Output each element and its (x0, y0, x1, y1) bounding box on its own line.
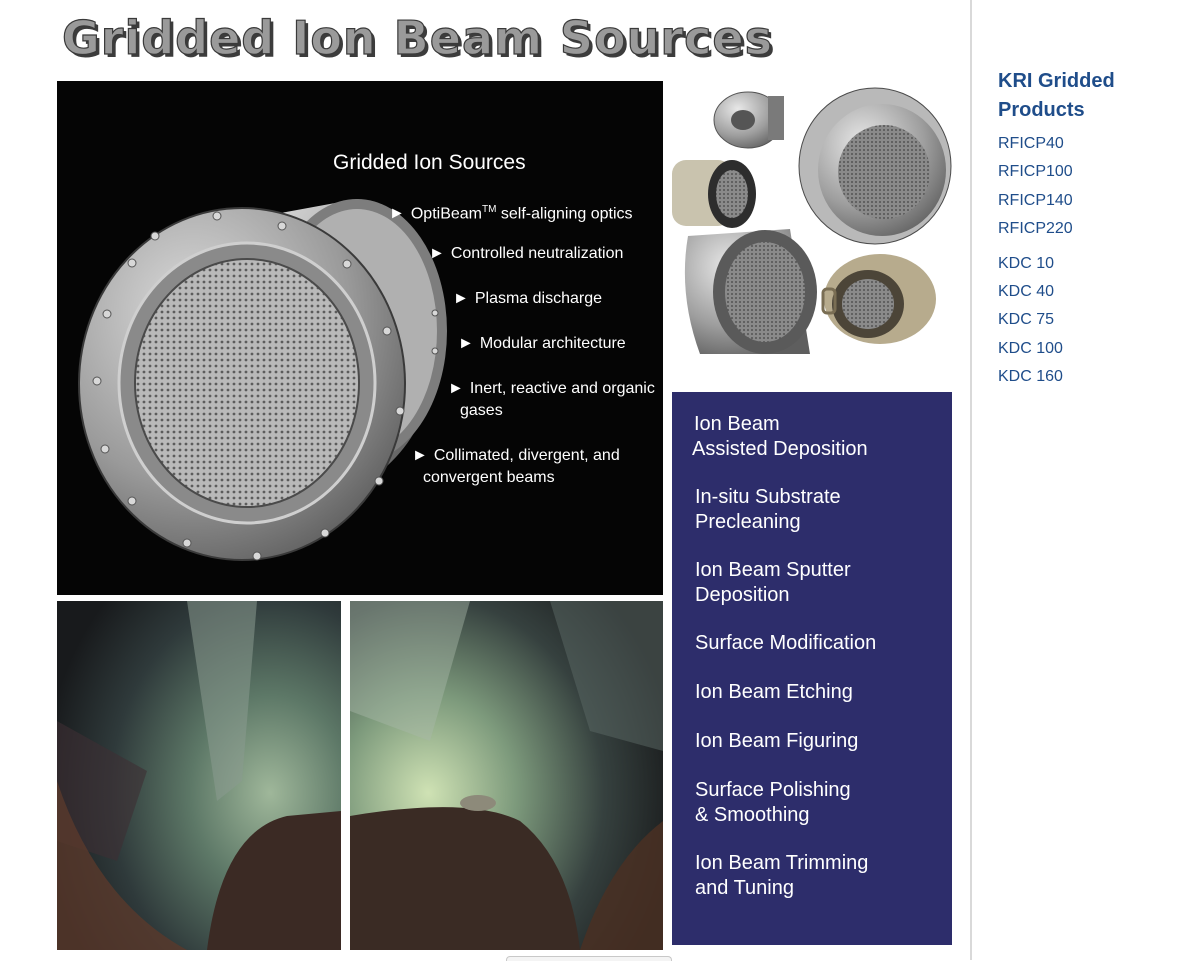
bullet-beams: ► Collimated, divergent, and convergent beams (412, 447, 620, 486)
bullet-icon: ► (453, 290, 469, 307)
plasma-photo-left (57, 601, 341, 950)
product-photo-collage (670, 84, 952, 374)
page-title: Gridded Ion Beam Sources (62, 11, 773, 65)
hero-title: Gridded Ion Sources (333, 151, 526, 174)
application-item: Ion Beam Figuring (695, 730, 859, 752)
sidebar-link-rficp220[interactable]: RFICP220 (998, 220, 1073, 237)
bullet-optibeam: ► OptiBeam™ self-aligning optics (389, 204, 633, 223)
hero-panel (57, 81, 663, 595)
sidebar-link-rficp140[interactable]: RFICP140 (998, 192, 1073, 209)
application-item: Ion Beam Trimming and Tuning (695, 852, 869, 899)
bullet-plasma: ► Plasma discharge (453, 290, 603, 307)
application-item: Ion Beam Sputter Deposition (695, 559, 851, 606)
bullet-icon: ► (389, 205, 405, 223)
application-item: Ion Beam Etching (695, 681, 853, 703)
application-item: Ion Beam Assisted Deposition (692, 413, 868, 460)
bullet-neutralization: ► Controlled neutralization (429, 245, 624, 262)
sidebar-link-kdc100[interactable]: KDC 100 (998, 340, 1063, 357)
horizontal-scrollbar[interactable] (506, 956, 672, 961)
bullet-icon: ► (429, 245, 445, 262)
application-item: Surface Modification (695, 632, 877, 654)
bullet-icon: ► (458, 335, 474, 352)
bullet-icon: ► (412, 447, 428, 464)
sidebar-heading: KRI Gridded Products (998, 70, 1115, 121)
vertical-divider (970, 0, 972, 960)
sidebar-link-kdc10[interactable]: KDC 10 (998, 255, 1055, 272)
plasma-photo-right (350, 601, 663, 950)
application-item: Surface Polishing & Smoothing (695, 779, 851, 826)
bullet-modular: ► Modular architecture (458, 335, 626, 352)
sidebar-link-rficp100[interactable]: RFICP100 (998, 163, 1073, 180)
sidebar-link-kdc40[interactable]: KDC 40 (998, 283, 1055, 300)
sidebar-link-kdc75[interactable]: KDC 75 (998, 311, 1055, 328)
sidebar-link-rficp40[interactable]: RFICP40 (998, 135, 1064, 152)
applications-panel (672, 392, 952, 945)
bullet-gases: ► Inert, reactive and organic gases (448, 380, 655, 419)
sidebar-link-kdc160[interactable]: KDC 160 (998, 368, 1063, 385)
application-item: In-situ Substrate Precleaning (695, 486, 841, 533)
trademark-mark: TM (481, 204, 497, 215)
bullet-icon: ► (448, 380, 464, 397)
